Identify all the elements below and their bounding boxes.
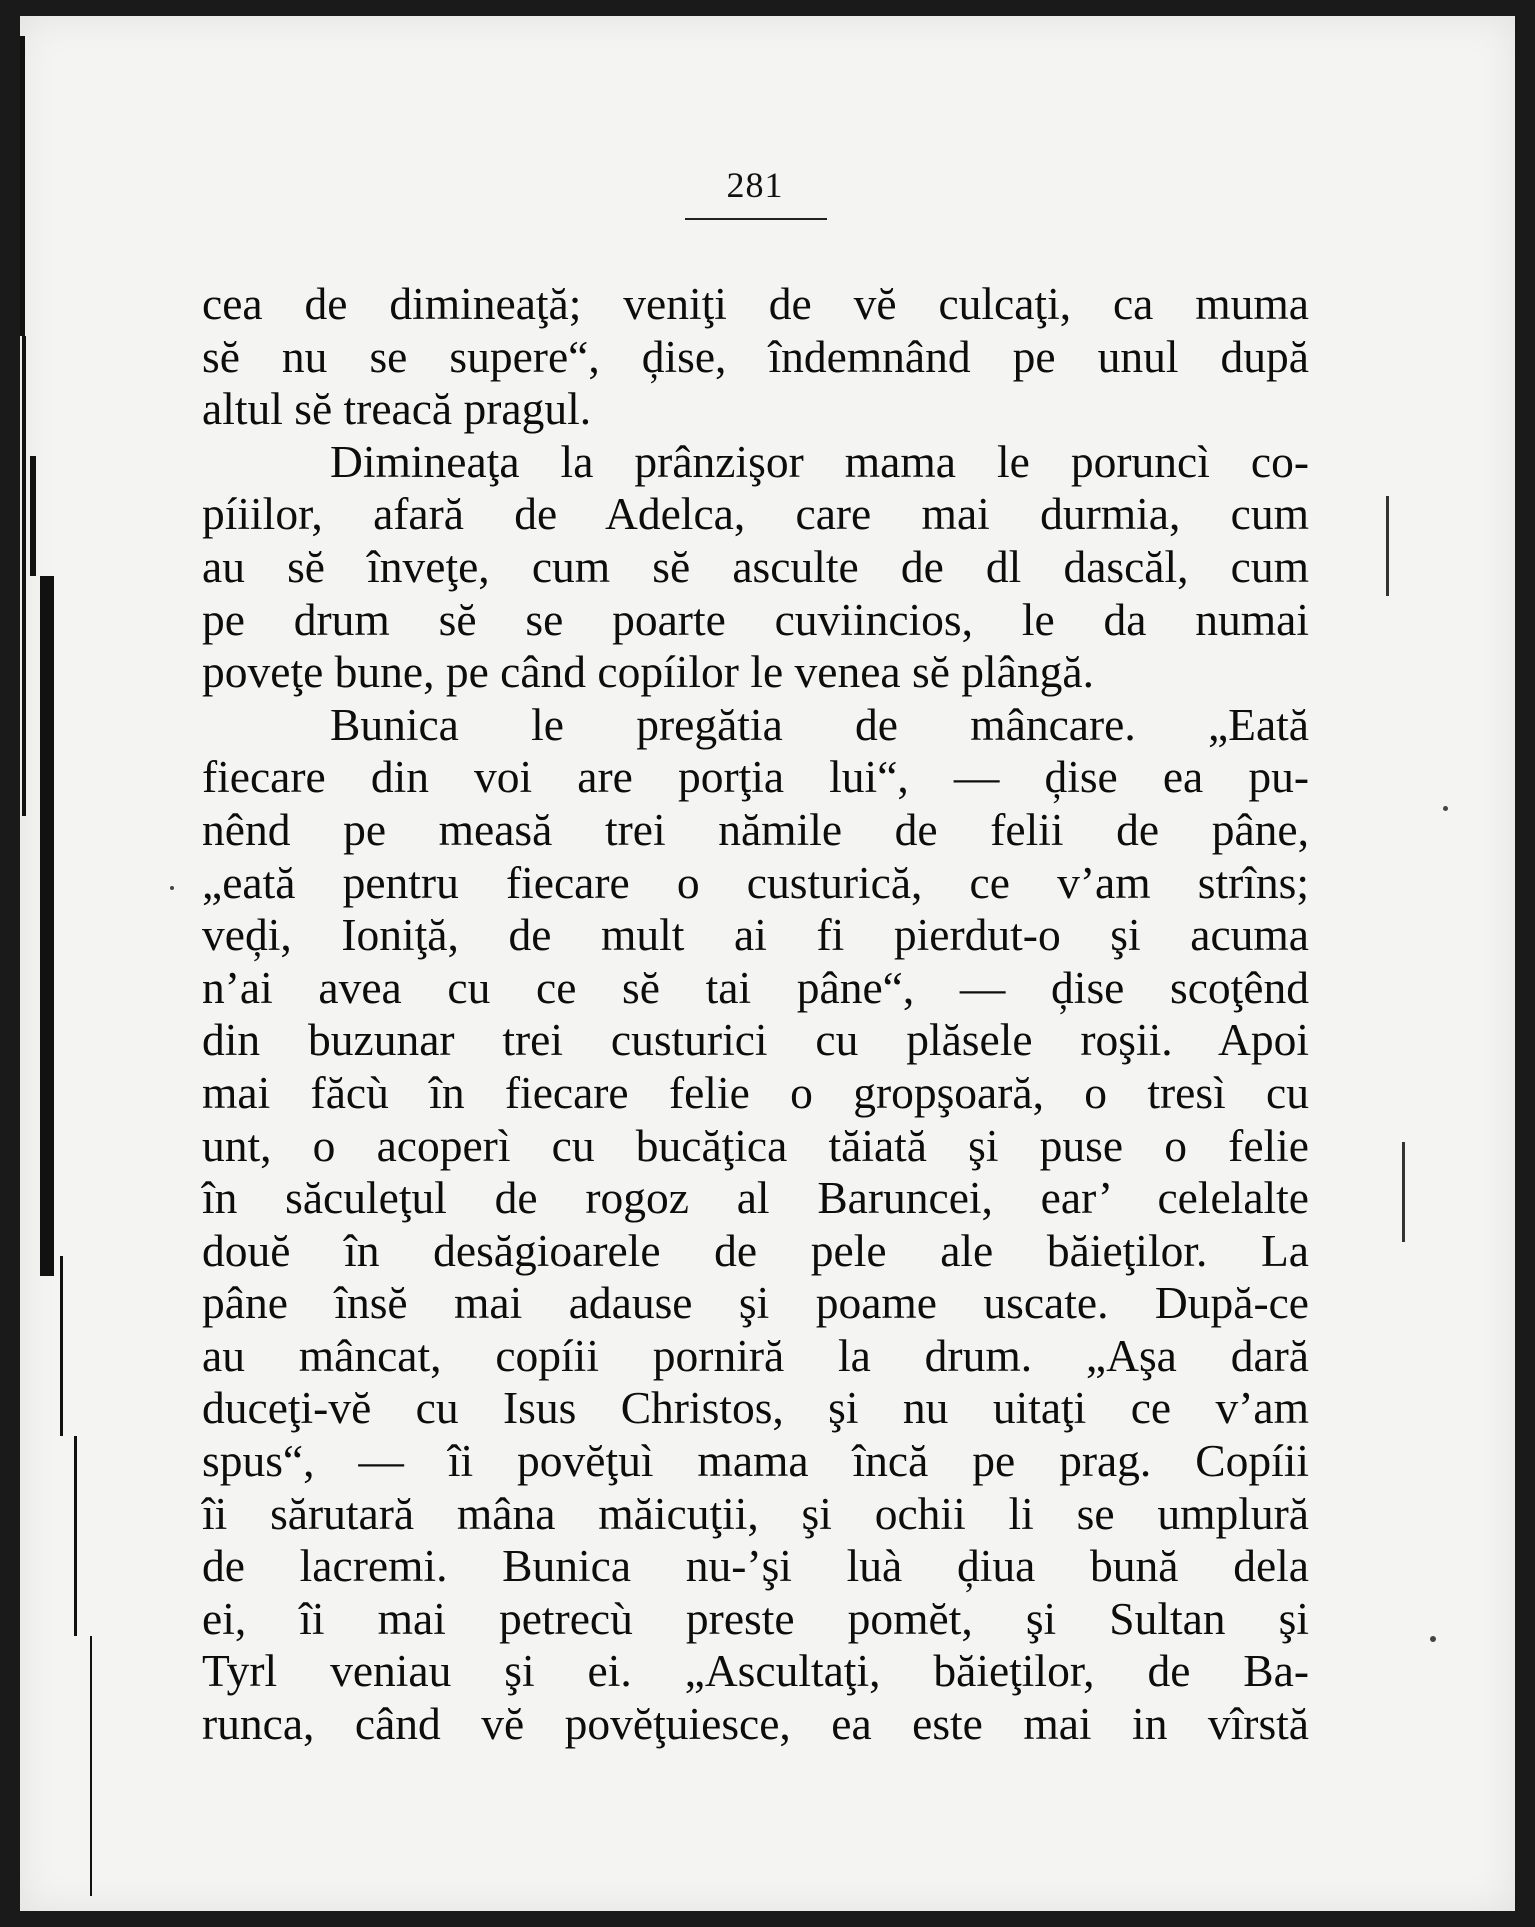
- text-line: „eată pentru fiecare o custurică, ce v’am strîns;: [202, 856, 1309, 908]
- page-number: 281: [726, 165, 784, 205]
- right-margin-mark: [1402, 1142, 1405, 1242]
- text-line: pâne însĕ mai adause şi poame uscate. După-ce: [202, 1277, 1309, 1329]
- text-line: de lacremi. Bunica nu-’şi luà ḑiua bună dela: [202, 1540, 1309, 1592]
- text-line: altul sĕ treacă pragul.: [202, 383, 592, 435]
- text-line: spus“, — îi povĕţuì mama încă pe prag. Copíii: [202, 1435, 1309, 1487]
- page-number-underline: [685, 218, 827, 220]
- text-line: au sĕ înveţe, cum sĕ asculte de dl dascăl, cum: [202, 540, 1309, 592]
- text-line: nênd pe measă trei nămile de felii de pâne,: [202, 803, 1309, 855]
- text-line: din buzunar trei custurici cu plăsele roşii. Apoi: [202, 1014, 1309, 1066]
- text-line: n’ai avea cu ce sĕ tai pâne“, — ḑise scoţênd: [202, 961, 1309, 1013]
- paper-speck: [1443, 806, 1448, 811]
- page-binding-edge: [20, 16, 110, 1911]
- text-line: fiecare din voi are porţia lui“, — ḑise ea pu-: [202, 751, 1309, 803]
- text-line: runca, când vĕ povĕţuiesce, ea este mai in vîrstă: [202, 1698, 1309, 1750]
- text-line: ei, îi mai petrecù preste pomĕt, şi Sultan şi: [202, 1592, 1309, 1644]
- text-line: duceţi-vĕ cu Isus Christos, şi nu uitaţi ce v’am: [202, 1382, 1309, 1434]
- right-margin-mark: [1386, 496, 1389, 596]
- text-line: îi sărutară mâna măicuţii, şi ochii li se umplură: [202, 1487, 1309, 1539]
- text-line: sĕ nu se supere“, ḑise, îndemnând pe unul după: [202, 330, 1309, 382]
- body-text: [202, 278, 1309, 1751]
- book-page: [20, 16, 1515, 1911]
- text-line: în săculeţul de rogoz al Baruncei, ear’ celelalte: [202, 1172, 1309, 1224]
- text-line: poveţe bune, pe când copíilor le venea sĕ plângă.: [202, 646, 1094, 698]
- text-line: Bunica le pregătia de mâncare. „Eată: [330, 698, 1309, 750]
- text-line: au mâncat, copíii porniră la drum. „Aşa dară: [202, 1329, 1309, 1381]
- text-line: píiilor, afară de Adelca, care mai durmia, cum: [202, 488, 1309, 540]
- paper-speck: [170, 886, 174, 890]
- paper-speck: [1430, 1636, 1436, 1642]
- text-line: Dimineaţa la prânzişor mama le poruncì co-: [330, 435, 1309, 487]
- text-line: veḑi, Ioniţă, de mult ai fi pierdut-o şi acuma: [202, 909, 1309, 961]
- text-line: mai făcù în fiecare felie o gropşoară, o tresì cu: [202, 1066, 1309, 1118]
- text-line: douĕ în desăgioarele de pele ale băieţilor. La: [202, 1224, 1309, 1276]
- text-line: cea de dimineaţă; veniţi de vĕ culcaţi, ca muma: [202, 278, 1309, 329]
- text-line: pe drum sĕ se poarte cuviincios, le da numai: [202, 593, 1309, 645]
- text-line: unt, o acoperì cu bucăţica tăiată şi puse o felie: [202, 1119, 1309, 1171]
- text-line: Tyrl veniau şi ei. „Ascultaţi, băieţilor, de Ba-: [202, 1645, 1309, 1697]
